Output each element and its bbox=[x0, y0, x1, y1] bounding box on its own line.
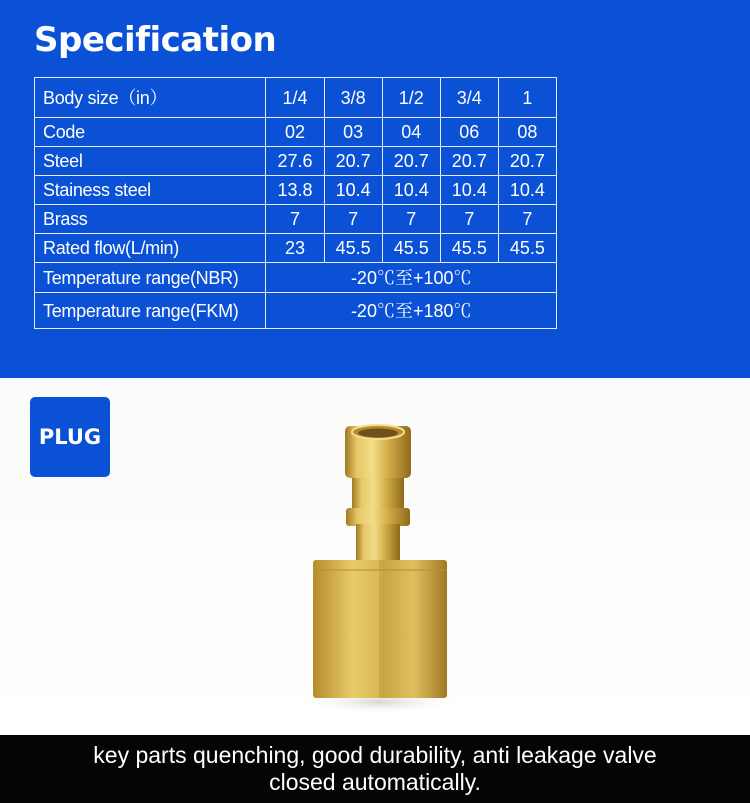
table-cell: 08 bbox=[498, 118, 556, 147]
table-cell: 10.4 bbox=[498, 176, 556, 205]
table-row-temp-nbr bbox=[35, 263, 557, 293]
row-label: Steel bbox=[35, 147, 266, 176]
plug-badge: PLUG bbox=[30, 397, 110, 477]
table-row-rated-flow bbox=[35, 234, 557, 263]
table-cell: 02 bbox=[266, 118, 324, 147]
table-cell: 20.7 bbox=[324, 147, 382, 176]
caption-line-1: key parts quenching, good durability, anti leakage valve bbox=[93, 742, 657, 768]
table-cell: 06 bbox=[440, 118, 498, 147]
table-cell: 13.8 bbox=[266, 176, 324, 205]
table-cell: -20℃至+100℃ bbox=[266, 263, 557, 293]
specification-panel bbox=[0, 0, 750, 378]
table-row-brass bbox=[35, 205, 557, 234]
table-cell: 7 bbox=[498, 205, 556, 234]
table-cell: 10.4 bbox=[382, 176, 440, 205]
table-cell: 1/2 bbox=[382, 78, 440, 118]
row-label: Brass bbox=[35, 205, 266, 234]
row-label: Rated flow(L/min) bbox=[35, 234, 266, 263]
table-cell: 04 bbox=[382, 118, 440, 147]
fitting-collar bbox=[346, 508, 410, 526]
fitting-neck bbox=[352, 478, 404, 510]
table-cell: 1 bbox=[498, 78, 556, 118]
table-cell: 45.5 bbox=[382, 234, 440, 263]
table-cell: 45.5 bbox=[440, 234, 498, 263]
spec-title: Specification bbox=[34, 20, 277, 60]
table-cell: 1/4 bbox=[266, 78, 324, 118]
table-row-body-size bbox=[35, 78, 557, 118]
table-row-temp-fkm bbox=[35, 293, 557, 329]
row-label: Temperature range(NBR) bbox=[35, 263, 266, 293]
table-cell: 7 bbox=[266, 205, 324, 234]
table-cell: 45.5 bbox=[498, 234, 556, 263]
table-row-stainless-steel bbox=[35, 176, 557, 205]
table-cell: 10.4 bbox=[440, 176, 498, 205]
table-cell: 7 bbox=[440, 205, 498, 234]
spec-table bbox=[34, 77, 557, 329]
caption-line-2: closed automatically. bbox=[269, 769, 481, 795]
caption-bar bbox=[0, 735, 750, 803]
table-cell: 10.4 bbox=[324, 176, 382, 205]
brass-plug-fitting-image bbox=[300, 420, 460, 720]
table-cell: 20.7 bbox=[498, 147, 556, 176]
row-label: Body size（in） bbox=[35, 78, 266, 118]
row-label: Code bbox=[35, 118, 266, 147]
table-cell: 45.5 bbox=[324, 234, 382, 263]
table-cell: 3/8 bbox=[324, 78, 382, 118]
row-label: Temperature range(FKM) bbox=[35, 293, 266, 329]
table-cell: -20℃至+180℃ bbox=[266, 293, 557, 329]
table-row-steel bbox=[35, 147, 557, 176]
table-cell: 7 bbox=[324, 205, 382, 234]
table-cell: 03 bbox=[324, 118, 382, 147]
row-label: Stainess steel bbox=[35, 176, 266, 205]
table-cell: 3/4 bbox=[440, 78, 498, 118]
table-cell: 20.7 bbox=[382, 147, 440, 176]
table-cell: 7 bbox=[382, 205, 440, 234]
table-row-code bbox=[35, 118, 557, 147]
table-cell: 20.7 bbox=[440, 147, 498, 176]
table-cell: 27.6 bbox=[266, 147, 324, 176]
table-cell: 23 bbox=[266, 234, 324, 263]
